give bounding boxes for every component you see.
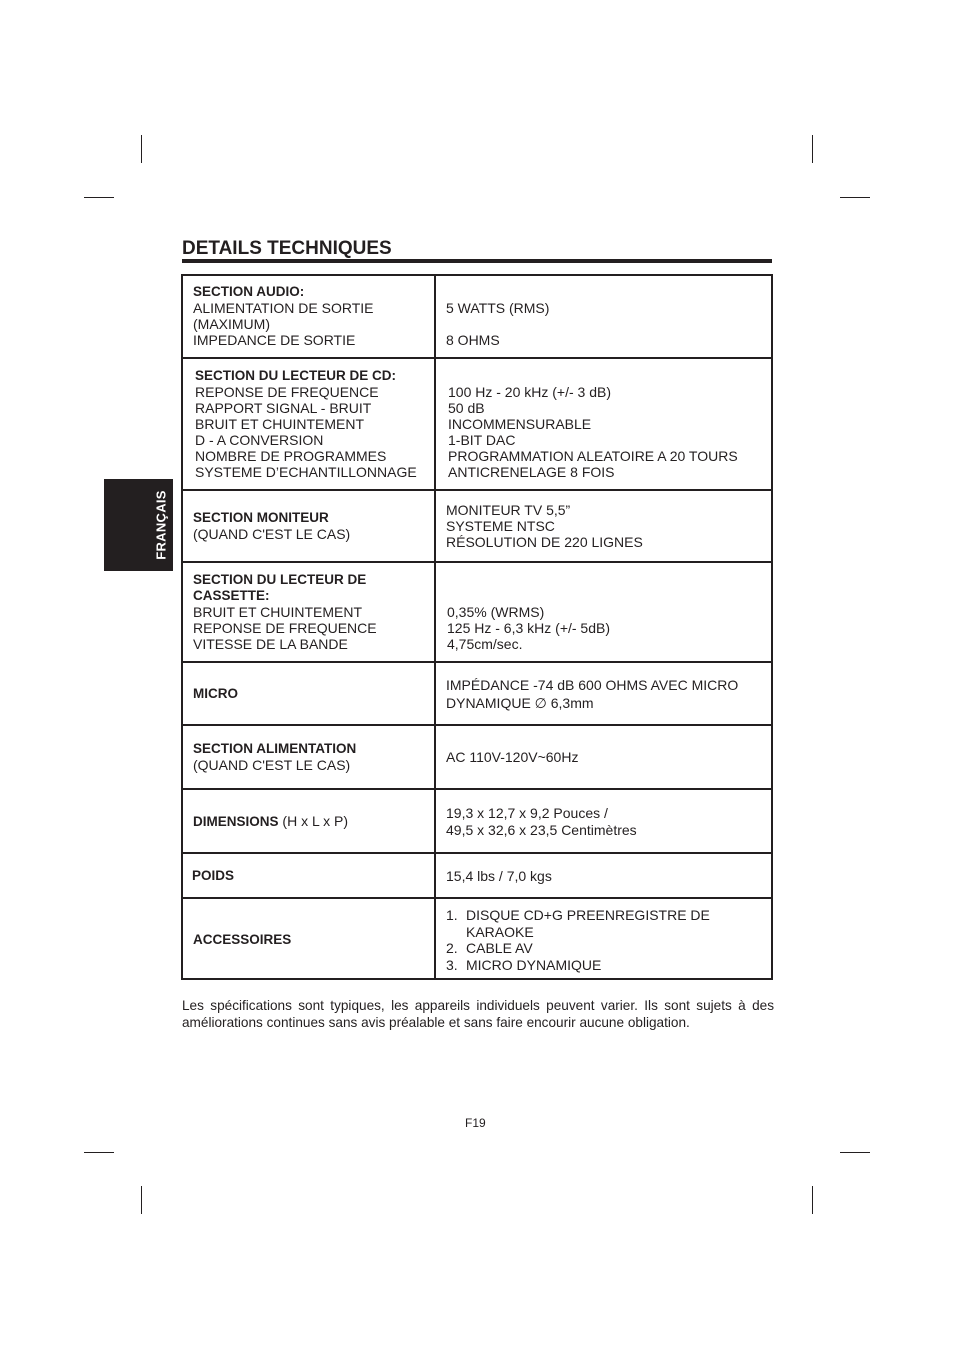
spec-value: RÉSOLUTION DE 220 LIGNES <box>446 534 643 550</box>
spec-heading: POIDS <box>192 868 235 883</box>
crop-mark <box>84 1152 114 1153</box>
spec-label: REPONSE DE FREQUENCE <box>195 384 379 400</box>
spec-value: 4,75cm/sec. <box>447 636 523 652</box>
footnote: Les spécifications sont typiques, les appareils individuels peuvent varier. Ils sont sujets à des améliorations continues sans avis préalable et sans faire encourir aucune obligation. <box>182 998 774 1030</box>
spec-label-cell <box>183 899 436 980</box>
crop-mark <box>840 197 870 198</box>
spec-label-cell <box>183 726 436 790</box>
list-item: 2. CABLE AV <box>446 940 533 956</box>
spec-heading: DIMENSIONS <box>193 814 279 829</box>
spec-heading: SECTION ALIMENTATION <box>193 741 357 756</box>
spec-value: 5 WATTS (RMS) <box>446 300 550 316</box>
spec-value: 100 Hz - 20 kHz (+/- 3 dB) <box>448 384 612 400</box>
spec-label: (MAXIMUM) <box>193 316 270 332</box>
crop-mark <box>812 1186 813 1214</box>
spec-value: IMPÉDANCE -74 dB 600 OHMS AVEC MICRO <box>446 677 739 693</box>
spec-row-accessories <box>183 897 771 980</box>
spec-value-cell <box>436 726 771 790</box>
spec-row-micro <box>183 661 771 726</box>
spec-label: SYSTEME D’ECHANTILLONNAGE <box>195 464 417 480</box>
spec-value: AC 110V-120V~60Hz <box>446 749 579 765</box>
spec-value: 0,35% (WRMS) <box>447 604 545 620</box>
language-tab <box>104 479 173 571</box>
spec-value: DYNAMIQUE ∅ 6,3mm <box>446 695 594 711</box>
title-underline <box>182 259 772 263</box>
spec-value: SYSTEME NTSC <box>446 518 555 534</box>
spec-heading: CASSETTE: <box>193 588 270 603</box>
list-item: 1. DISQUE CD+G PREENREGISTRE DE KARAOKE <box>446 907 710 940</box>
spec-label: (QUAND C'EST LE CAS) <box>193 526 351 542</box>
spec-heading: SECTION MONITEUR <box>193 510 329 525</box>
spec-value: 19,3 x 12,7 x 9,2 Pouces / <box>446 805 608 821</box>
list-item: 3. MICRO DYNAMIQUE <box>446 956 602 973</box>
spec-value: PROGRAMMATION ALEATOIRE A 20 TOURS <box>448 448 738 464</box>
spec-label-cell <box>183 276 436 357</box>
spec-label: VITESSE DE LA BANDE <box>193 636 348 652</box>
spec-value-cell <box>436 899 771 980</box>
spec-row-dimensions <box>183 788 771 854</box>
spec-value: 1-BIT DAC <box>448 432 516 448</box>
spec-value: MONITEUR TV 5,5” <box>446 502 571 518</box>
spec-value: 15,4 lbs / 7,0 kgs <box>446 868 552 884</box>
spec-row-weight <box>183 852 771 899</box>
spec-label-cell <box>183 491 436 563</box>
spec-value: INCOMMENSURABLE <box>448 416 592 432</box>
spec-value-cell <box>436 854 771 899</box>
spec-label-cell <box>183 359 436 491</box>
spec-value-cell <box>436 790 771 854</box>
spec-heading: ACCESSOIRES <box>193 932 292 947</box>
spec-label: IMPEDANCE DE SORTIE <box>193 332 356 348</box>
spec-value: 49,5 x 32,6 x 23,5 Centimètres <box>446 822 637 838</box>
spec-label-cell <box>183 854 436 899</box>
crop-mark <box>141 135 142 163</box>
spec-label: D - A CONVERSION <box>195 432 324 448</box>
spec-label-cell <box>183 790 436 854</box>
spec-label: (H x L x P) <box>282 813 349 829</box>
crop-mark <box>141 1186 142 1214</box>
spec-label-cell <box>183 563 436 663</box>
spec-label: REPONSE DE FREQUENCE <box>193 620 377 636</box>
spec-value-cell <box>436 663 771 726</box>
spec-label: BRUIT ET CHUINTEMENT <box>195 416 365 432</box>
spec-label: BRUIT ET CHUINTEMENT <box>193 604 363 620</box>
language-tab-label: FRANÇAIS <box>153 490 169 560</box>
spec-row-audio <box>183 276 771 357</box>
spec-table <box>181 274 773 980</box>
spec-value: ANTICRENELAGE 8 FOIS <box>448 464 615 480</box>
spec-heading: SECTION DU LECTEUR DE <box>193 572 367 587</box>
spec-row-cassette <box>183 561 771 663</box>
spec-row-cd <box>183 357 771 491</box>
page-number: F19 <box>465 1116 486 1130</box>
spec-value-cell <box>436 491 771 563</box>
spec-heading: SECTION DU LECTEUR DE CD: <box>195 368 397 383</box>
spec-heading: SECTION AUDIO: <box>193 284 305 299</box>
spec-value-cell <box>436 359 771 491</box>
spec-value: 50 dB <box>448 400 485 416</box>
spec-label-cell <box>183 663 436 726</box>
page-title: DETAILS TECHNIQUES <box>182 238 392 259</box>
spec-label: RAPPORT SIGNAL - BRUIT <box>195 400 372 416</box>
spec-row-power <box>183 724 771 790</box>
spec-value: 8 OHMS <box>446 332 500 348</box>
spec-label: ALIMENTATION DE SORTIE <box>193 300 374 316</box>
spec-heading: MICRO <box>193 686 238 701</box>
crop-mark <box>840 1152 870 1153</box>
spec-row-monitor <box>183 489 771 563</box>
spec-value-cell <box>436 563 771 663</box>
crop-mark <box>84 197 114 198</box>
accessories-list <box>446 907 710 973</box>
spec-label: (QUAND C'EST LE CAS) <box>193 757 351 773</box>
spec-value-cell <box>436 276 771 357</box>
spec-label: NOMBRE DE PROGRAMMES <box>195 448 387 464</box>
spec-value: 125 Hz - 6,3 kHz (+/- 5dB) <box>447 620 611 636</box>
crop-mark <box>812 135 813 163</box>
